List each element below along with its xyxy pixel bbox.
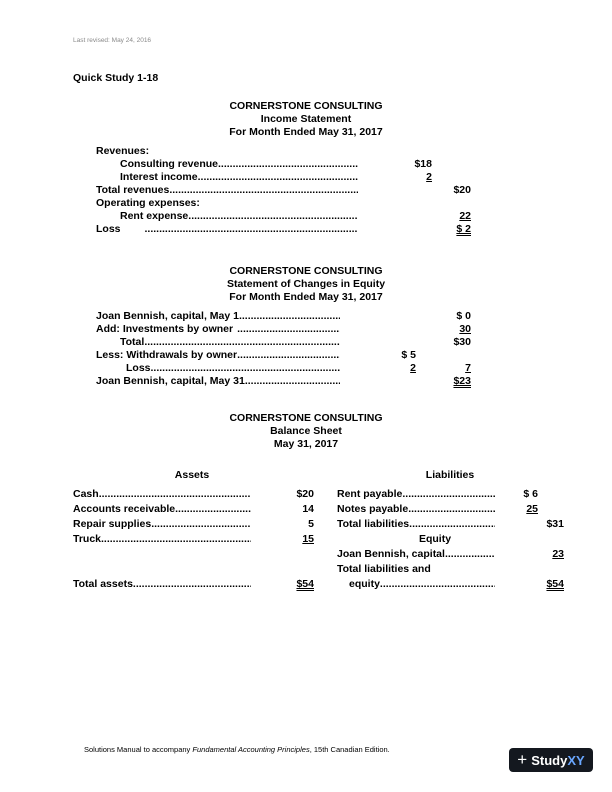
loss-value: $ 2 <box>456 223 471 235</box>
rent-expense-value: 22 <box>459 210 471 222</box>
footer-citation: Solutions Manual to accompany Fundamental Accounting Principles, 15th Canadian Edition. <box>84 745 390 754</box>
equity-period: For Month Ended May 31, 2017 <box>229 291 383 303</box>
withdrawals-value: $ 5 <box>401 349 416 361</box>
operating-expenses-heading: Operating expenses: <box>96 197 200 209</box>
rent-payable-value: $ 6 <box>523 488 538 500</box>
balance-company: CORNERSTONE CONSULTING <box>229 412 383 424</box>
total-assets-value: $54 <box>296 578 314 590</box>
consulting-revenue-label: Consulting revenue ..... <box>120 158 358 170</box>
rent-expense-label: Rent expense ..... <box>120 210 358 222</box>
logo-text: Study <box>531 752 568 768</box>
notes-payable-value: 25 <box>526 503 538 515</box>
equity-title: Statement of Changes in Equity <box>226 278 386 290</box>
capital-may1-value: $ 0 <box>456 310 471 322</box>
total-revenues-label: Total revenues ..... <box>96 184 358 196</box>
plus-icon: + <box>517 750 528 769</box>
income-title: Income Statement <box>260 113 352 125</box>
truck-label: Truck ..... <box>73 533 251 545</box>
total-assets-label: Total assets ..... <box>73 578 251 590</box>
assets-heading: Assets <box>174 469 210 481</box>
repair-supplies-value: 5 <box>308 518 314 530</box>
loss-label: Loss ..... <box>96 223 358 235</box>
notes-payable-label: Notes payable ..... <box>337 503 495 515</box>
accounts-receivable-label: Accounts receivable ..... <box>73 503 251 515</box>
liabilities-heading: Liabilities <box>425 469 475 481</box>
investments-label: Add: Investments by owner ..... <box>96 323 340 335</box>
truck-value: 15 <box>302 533 314 545</box>
total-revenues-value: $20 <box>453 184 471 196</box>
repair-supplies-label: Repair supplies ..... <box>73 518 251 530</box>
equity-total-value: $30 <box>453 336 471 348</box>
balance-title: Balance Sheet <box>270 425 342 437</box>
deductions-total-value: 7 <box>465 362 471 374</box>
equity-company: CORNERSTONE CONSULTING <box>229 265 383 277</box>
investments-value: 30 <box>459 323 471 335</box>
owner-capital-label: Joan Bennish, capital ..... <box>337 548 495 560</box>
equity-heading: Equity <box>418 533 452 545</box>
equity-loss-value: 2 <box>410 362 416 374</box>
capital-may1-label: Joan Bennish, capital, May 1 ..... <box>96 310 340 322</box>
exercise-title: Quick Study 1-18 <box>73 72 159 84</box>
studyxy-logo[interactable] <box>509 748 593 772</box>
interest-income-label: Interest income ..... <box>120 171 358 183</box>
income-period: For Month Ended May 31, 2017 <box>229 126 383 138</box>
income-company: CORNERSTONE CONSULTING <box>229 100 383 112</box>
cash-value: $20 <box>296 488 314 500</box>
last-revised-note: Last revised: May 24, 2016 <box>73 37 152 44</box>
consulting-revenue-value: $18 <box>414 158 432 170</box>
accounts-receivable-value: 14 <box>302 503 314 515</box>
capital-may31-value: $23 <box>453 375 471 387</box>
rent-payable-label: Rent payable ..... <box>337 488 495 500</box>
balance-period: May 31, 2017 <box>273 438 339 450</box>
total-liab-equity-label-line1: Total liabilities and <box>337 563 431 575</box>
total-liab-equity-label-line2: equity ..... <box>349 578 495 590</box>
logo-text-xy: XY <box>567 752 585 768</box>
equity-loss-label: Loss ..... <box>126 362 340 374</box>
cash-label: Cash ..... <box>73 488 251 500</box>
withdrawals-label: Less: Withdrawals by owner ..... <box>96 349 340 361</box>
revenues-heading: Revenues: <box>96 145 150 157</box>
equity-total-label: Total ..... <box>120 336 340 348</box>
total-liabilities-value: $31 <box>546 518 564 530</box>
capital-may31-label: Joan Bennish, capital, May 31 ..... <box>96 375 340 387</box>
interest-income-value: 2 <box>426 171 432 183</box>
total-liabilities-label: Total liabilities ..... <box>337 518 495 530</box>
total-liab-equity-value: $54 <box>546 578 564 590</box>
owner-capital-value: 23 <box>552 548 564 560</box>
